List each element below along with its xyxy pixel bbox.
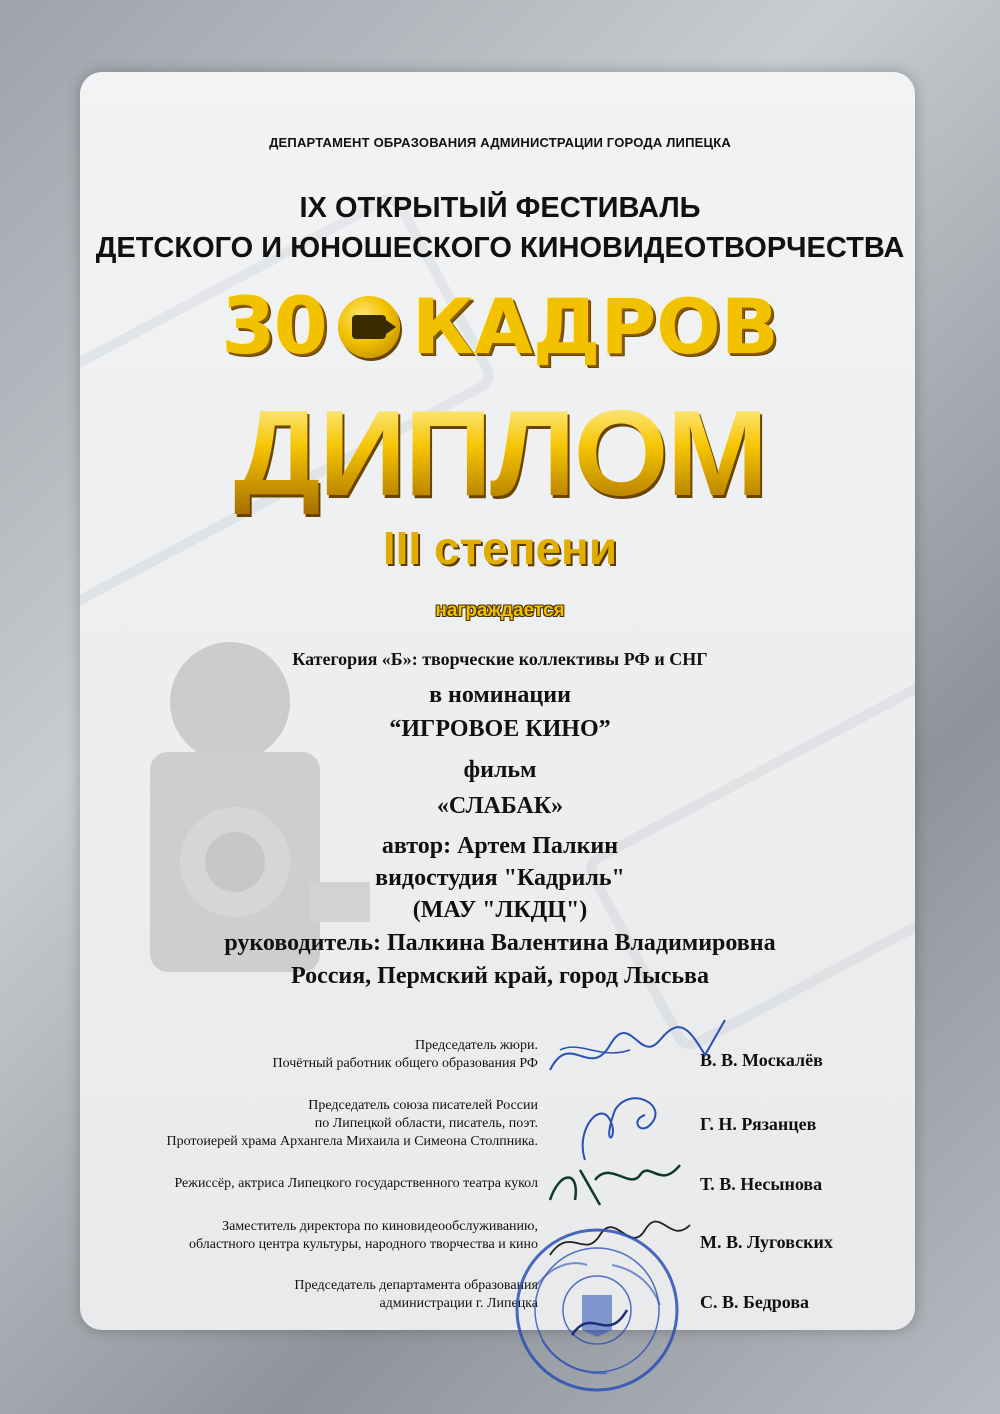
logo-number: 30 bbox=[221, 282, 326, 372]
category-line: Категория «Б»: творческие коллективы РФ и СНГ bbox=[292, 649, 708, 669]
signatory-name-5: С. В. Бедрова bbox=[700, 1292, 810, 1312]
studio-line: видостудия "Кадриль" bbox=[375, 865, 625, 891]
signatory-role-5: Председатель департамента образования администрации г. Липецка bbox=[294, 1278, 538, 1311]
diploma-degree: III степени bbox=[382, 522, 618, 574]
signatory-role-3: Режиссёр, актриса Липецкого государственного театра кукол bbox=[174, 1176, 538, 1191]
nomination-title: “ИГРОВОЕ КИНО” bbox=[389, 716, 611, 742]
signatory-role-1: Председатель жюри. Почётный работник общего образования РФ bbox=[272, 1038, 538, 1071]
festival-title-line1: IX ОТКРЫТЫЙ ФЕСТИВАЛЬ bbox=[299, 192, 701, 224]
film-label: фильм bbox=[463, 757, 537, 783]
signatory-role-2: Председатель союза писателей России по Липецкой области, писатель, поэт. Протоиерей храма Архангела Михаила и Симеона Столпника. bbox=[166, 1098, 538, 1149]
diploma-title: ДИПЛОМ bbox=[0, 392, 1000, 514]
official-seal-icon bbox=[512, 1225, 682, 1395]
logo-word: КАДРОВ bbox=[411, 282, 779, 371]
nomination-label: в номинации bbox=[429, 682, 571, 708]
film-title: «СЛАБАК» bbox=[436, 793, 564, 819]
signature-3 bbox=[540, 1150, 700, 1220]
signatory-name-1: В. В. Москалёв bbox=[700, 1050, 823, 1070]
organization-line: (МАУ "ЛКДЦ") bbox=[412, 897, 588, 923]
signatory-name-3: Т. В. Несынова bbox=[700, 1174, 823, 1194]
festival-logo bbox=[0, 282, 1000, 372]
signatory-name-4: М. В. Луговских bbox=[700, 1232, 833, 1252]
signature-1 bbox=[540, 1010, 740, 1090]
department-heading: ДЕПАРТАМЕНТ ОБРАЗОВАНИЯ АДМИНИСТРАЦИИ ГОРОДА ЛИПЕЦКА bbox=[269, 135, 731, 150]
author-line: автор: Артем Палкин bbox=[381, 833, 619, 859]
festival-title-line2: ДЕТСКОГО И ЮНОШЕСКОГО КИНОВИДЕОТВОРЧЕСТВА bbox=[95, 232, 905, 264]
signatory-name-2: Г. Н. Рязанцев bbox=[700, 1114, 817, 1134]
leader-line: руководитель: Палкина Валентина Владимировна bbox=[224, 930, 776, 956]
film-camera-icon bbox=[338, 296, 400, 358]
awarded-label: награждается bbox=[435, 600, 565, 621]
signatory-role-4: Заместитель директора по киновидеообслуживанию, областного центра культуры, народного творчества и кино bbox=[188, 1219, 538, 1252]
place-line: Россия, Пермский край, город Лысьва bbox=[291, 963, 709, 989]
